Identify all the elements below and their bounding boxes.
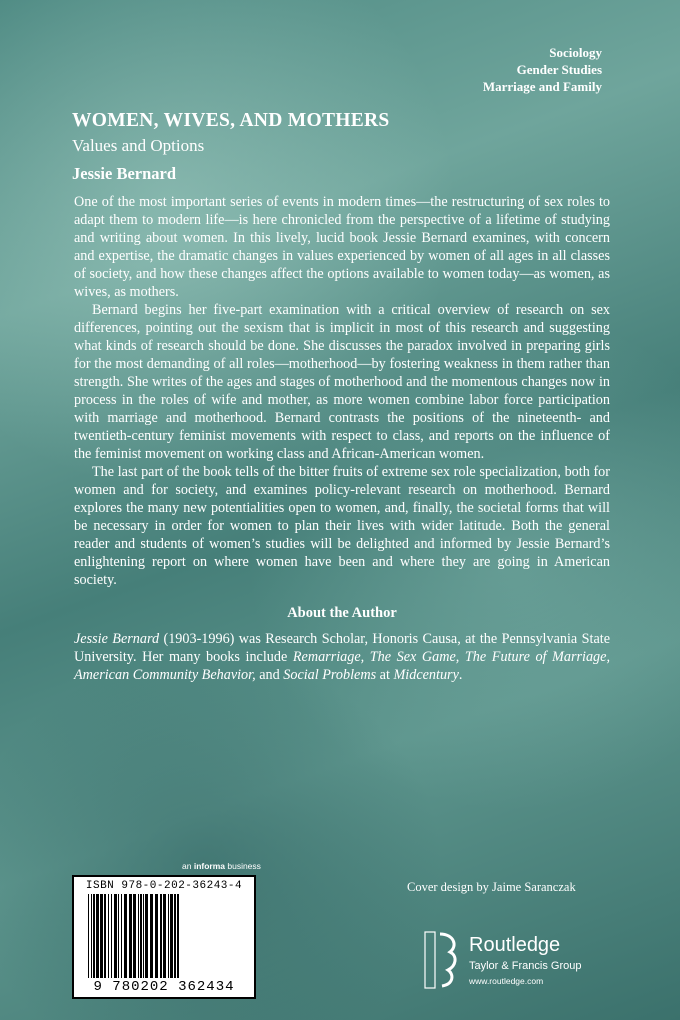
barcode-bar: [104, 894, 106, 978]
barcode-bar: [108, 894, 109, 978]
description-paragraph: One of the most important series of events in modern times—the restructuring of sex roles to adapt them to modern life—is here chronicled from the perspective of a lifetime of studying and writing about women. In this lively, lucid book Jessie Bernard examines, with concern and expertise, the dramatic changes in values experienced by women of all ages in all classes of society, and how these changes affect the options available to women today—as women, as wives, as mothers.: [74, 194, 610, 300]
subject-sociology: Sociology: [549, 45, 602, 60]
barcode-bar: [174, 894, 176, 978]
cover-design-credit: Cover design by Jaime Saranczak: [407, 880, 576, 894]
ean-number: 9 780202 362434: [93, 979, 235, 995]
about-author-text: Jessie Bernard (1903-1996) was Research Scholar, Honoris Causa, at the Pennsylvania State University. Her many books include Remarriage, The Sex Game, The Future of Marriage, American Community Behavior, and Social Problems at Midcentury.: [74, 631, 611, 683]
barcode-bar: [145, 894, 148, 978]
barcode-bar: [140, 894, 142, 978]
barcode-bar: [100, 894, 103, 978]
publisher-logo: [424, 930, 614, 992]
barcode-bar: [133, 894, 136, 978]
isbn-number: ISBN 978-0-202-36243-4: [85, 880, 243, 892]
description-paragraph: The last part of the book tells of the bitter fruits of extreme sex role specialization, both for women and for society, and examines policy-relevant research on motherhood. Bernard explores the many new potentialities open to women, and, finally, the societal forms that will be necessary in order for women to plan their lives with wider latitude. Both the general reader and students of women’s studies will be delighted and informed by Jessie Bernard’s enlightening report on where women have been and where they are going in American society.: [74, 464, 610, 588]
isbn-barcode: [72, 875, 256, 999]
informa-business-label: an informa business: [182, 861, 261, 871]
subject-marriage-family: Marriage and Family: [482, 79, 602, 94]
publisher-url: www.routledge.com: [469, 976, 544, 986]
barcode-bar: [114, 894, 117, 978]
description-paragraph: Bernard begins her five-part examination with a critical overview of research on sex differences, pointing out the sexism that is implicit in most of this research and suggesting what kinds of research should be done. She discusses the paradox involved in preparing girls for the most demanding of all roles—motherhood—by fostering weakness in them rather than strength. She writes of the ages and stages of motherhood and the momentous changes now in process in the roles of wife and mother, as more women combine labor force participation with marriage and motherhood. Bernard contrasts the positions of the nineteenth- and twentieth-century feminist movements with respect to class, and reports on the influence of the feminist movement on working class and African-American women.: [74, 302, 610, 462]
book-subtitle: Values and Options: [72, 136, 205, 155]
barcode-bar: [93, 894, 95, 978]
barcode-bar: [138, 894, 139, 978]
book-description: [74, 193, 610, 589]
barcode-bar: [150, 894, 153, 978]
barcode-bar: [121, 894, 122, 978]
barcode-bar: [168, 894, 169, 978]
barcode-bar: [111, 894, 112, 978]
barcode-bar: [170, 894, 173, 978]
about-author-heading: About the Author: [287, 605, 397, 621]
barcode-bar: [88, 894, 89, 978]
about-author-name: Jessie Bernard: [74, 631, 160, 647]
book-list: Midcentury: [393, 667, 459, 683]
book-list: Social Problems: [283, 667, 377, 683]
routledge-mark-icon: [424, 930, 464, 990]
barcode-bar: [129, 894, 132, 978]
subject-categories: [483, 44, 602, 95]
publisher-group: Taylor & Francis Group: [469, 960, 582, 972]
barcode-bar: [177, 894, 179, 978]
book-title: WOMEN, WIVES, AND MOTHERS: [72, 110, 390, 131]
book-author: Jessie Bernard: [72, 164, 177, 183]
barcode-bar: [118, 894, 119, 978]
barcode-bar: [124, 894, 127, 978]
book-list: Remarriage, The Sex Game, The Future of Marriage, American Community Behavior,: [74, 649, 610, 683]
barcode-bar: [96, 894, 99, 978]
publisher-name: Routledge: [469, 934, 561, 956]
barcode-bar: [91, 894, 92, 978]
barcode-bars: [86, 894, 244, 978]
barcode-bar: [160, 894, 162, 978]
barcode-bar: [155, 894, 158, 978]
barcode-bar: [163, 894, 166, 978]
barcode-bar: [143, 894, 144, 978]
subject-gender-studies: Gender Studies: [516, 62, 602, 77]
